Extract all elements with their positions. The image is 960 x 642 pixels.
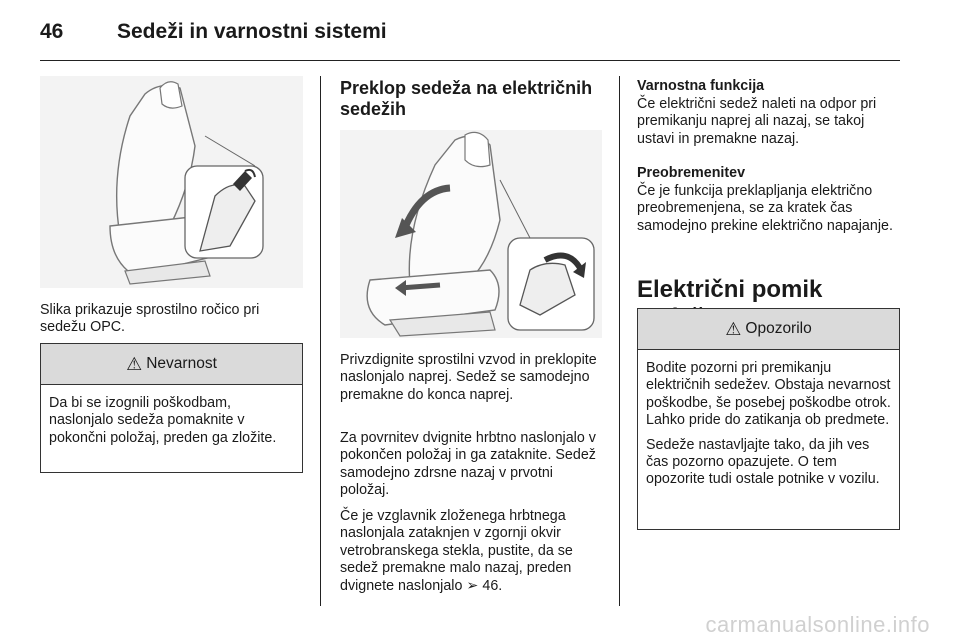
danger-box-body: [41, 385, 302, 464]
subheading-safety: Varnostna funkcija: [637, 78, 765, 94]
overload-text: Če je funkcija preklapljanja električno preobremenjena, se za kratek čas samodejno prekine električno napajanje.: [637, 183, 893, 234]
paragraph-2: Za povrnitev dvignite hrbtno naslonjalo v pokončen položaj in ga zataknite. Sedež samodejno zdrsne nazaj v prvotni položaj.: [340, 430, 596, 499]
page-number: 46: [40, 20, 64, 43]
section-heading-electric: Električni pomik: [637, 276, 823, 303]
header-divider: [40, 60, 900, 61]
figure-caption: Slika prikazuje sprostilno ročico pri sedežu OPC.: [40, 302, 260, 336]
opc-seat-drawing: [40, 76, 303, 288]
warning-box: [637, 308, 900, 530]
opc-seat-illustration: [40, 76, 303, 288]
page-title: Sedeži in varnostni sistemi: [117, 20, 387, 43]
watermark: carmanualsonline.info: [705, 612, 930, 637]
warning-box-body: [638, 350, 899, 506]
column-divider-2: [619, 76, 620, 606]
page-reference-icon[interactable]: ➢: [466, 577, 479, 594]
safety-text: Če električni sedež naleti na odpor pri premikanju naprej ali nazaj, se takoj ustavi in premakne nazaj.: [637, 96, 877, 147]
danger-box-header: [41, 344, 302, 385]
column-divider-1: [320, 76, 321, 606]
warning-box-title: Opozorilo: [745, 320, 812, 337]
page-header: [40, 18, 900, 58]
warning-triangle-icon: ⚠: [126, 353, 143, 374]
paragraph-1: Privzdignite sprostilni vzvod in preklopite naslonjalo naprej. Sedež se samodejno premakne do konca naprej.: [340, 352, 597, 403]
paragraph-3-text: Če je vzglavnik zloženega hrbtnega naslonjala zataknjen v zgornji okvir vetrobranskega stekla, pustite, da se sedež premakne malo nazaj, preden dvignete naslonjalo: [340, 508, 573, 594]
warning-paragraph-2: Sedeže nastavljajte tako, da jih ves čas pozorno opazujete. O tem opozorite tudi ostale potnike v vozilu.: [646, 436, 880, 488]
warning-box-header: [638, 309, 899, 350]
subheading-overload: Preobremenitev: [637, 165, 746, 181]
electric-seat-drawing: [340, 130, 602, 338]
section-heading-folding: Preklop sedeža na električnih sedežih: [340, 78, 593, 119]
danger-box-title: Nevarnost: [146, 355, 217, 372]
paragraph-3: [340, 508, 602, 595]
page-reference-number[interactable]: 46.: [482, 577, 503, 594]
warning-paragraph-1: Bodite pozorni pri premikanju električnih sedežev. Obstaja nevarnost poškodbe, še posebej poškodbe otrok. Lahko pride do zatikanja ob predmete.: [646, 360, 891, 429]
danger-box-text: Da bi se izognili poškodbam, naslonjalo sedeža pomaknite v pokončni položaj, preden ga zložite.: [49, 395, 277, 446]
danger-box: [40, 343, 303, 473]
electric-seat-illustration: [340, 130, 602, 338]
warning-triangle-icon: ⚠: [725, 318, 742, 339]
